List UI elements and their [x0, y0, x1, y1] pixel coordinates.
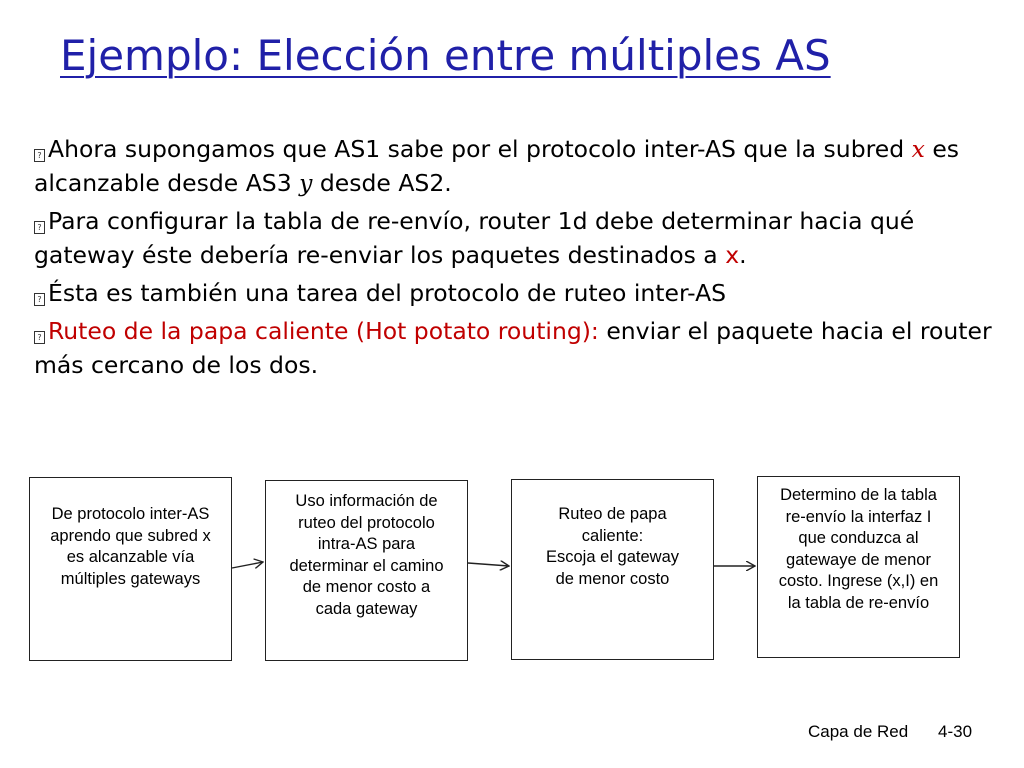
- flow-box-line: ruteo del protocolo: [298, 513, 435, 532]
- variable-y: y: [299, 169, 313, 197]
- flow-box-line: gatewaye de menor: [786, 550, 931, 569]
- flow-box-line: determinar el camino: [289, 556, 444, 575]
- footer-page-number: 4-30: [938, 722, 973, 741]
- variable-x: x: [911, 135, 925, 163]
- bullet-text: Ahora supongamos que AS1 sabe por el protocolo inter-AS que la subred: [48, 135, 912, 163]
- flow-box-line: Determino de la tabla: [780, 486, 937, 504]
- flow-box-line: De protocolo inter-AS: [51, 505, 210, 523]
- bullet-text: Para configurar la tabla de re-envío, router 1d debe determinar hacia qué gateway éste debería re-enviar los paquetes destinados a: [34, 207, 915, 269]
- hot-potato-term: Ruteo de la papa caliente (Hot potato routing):: [48, 317, 599, 345]
- footer-chapter-label: Capa de Red: [808, 722, 909, 741]
- flow-box-line: cada gateway: [315, 599, 418, 618]
- slide-title: Ejemplo: Elección entre múltiples AS: [60, 31, 831, 80]
- arrow-icon: [468, 563, 509, 566]
- flow-box-line: Ruteo de papa: [558, 505, 667, 523]
- bullet-marker-icon: ?: [34, 221, 45, 234]
- bullet-marker-icon: ?: [34, 293, 45, 306]
- flow-box-line: la tabla de re-envío: [787, 593, 930, 612]
- flow-box-line: aprendo que subred x: [50, 526, 211, 545]
- bullet-marker-icon: ?: [34, 331, 45, 344]
- variable-x: x: [725, 241, 740, 269]
- bullet-text: enviar el paquete hacia el router más cercano de los dos.: [34, 317, 992, 379]
- arrow-icon: [232, 562, 263, 568]
- bullet-text: Ésta es también una tarea del protocolo de ruteo inter-AS: [48, 279, 727, 307]
- flow-box-line: Escoja el gateway: [546, 548, 679, 566]
- bullet-text: es alcanzable desde AS3: [34, 135, 960, 197]
- flow-box-line: de menor costo: [555, 569, 670, 588]
- flow-box-line: es alcanzable vía: [66, 548, 195, 566]
- bullet-text: .: [739, 241, 747, 269]
- flow-box-line: que conduzca al: [798, 529, 919, 547]
- bullet-text: desde AS2.: [312, 169, 452, 197]
- flow-box-line: caliente:: [581, 526, 644, 545]
- flow-box-line: Uso información de: [295, 492, 438, 510]
- flow-box-line: intra-AS para: [317, 535, 416, 553]
- flow-box-line: de menor costo a: [302, 578, 431, 596]
- bullet-marker-icon: ?: [34, 149, 45, 162]
- flow-box-line: re-envío la interfaz I: [785, 507, 932, 526]
- flow-box-line: costo. Ingrese (x,I) en: [778, 572, 939, 590]
- flow-box-line: múltiples gateways: [60, 569, 201, 588]
